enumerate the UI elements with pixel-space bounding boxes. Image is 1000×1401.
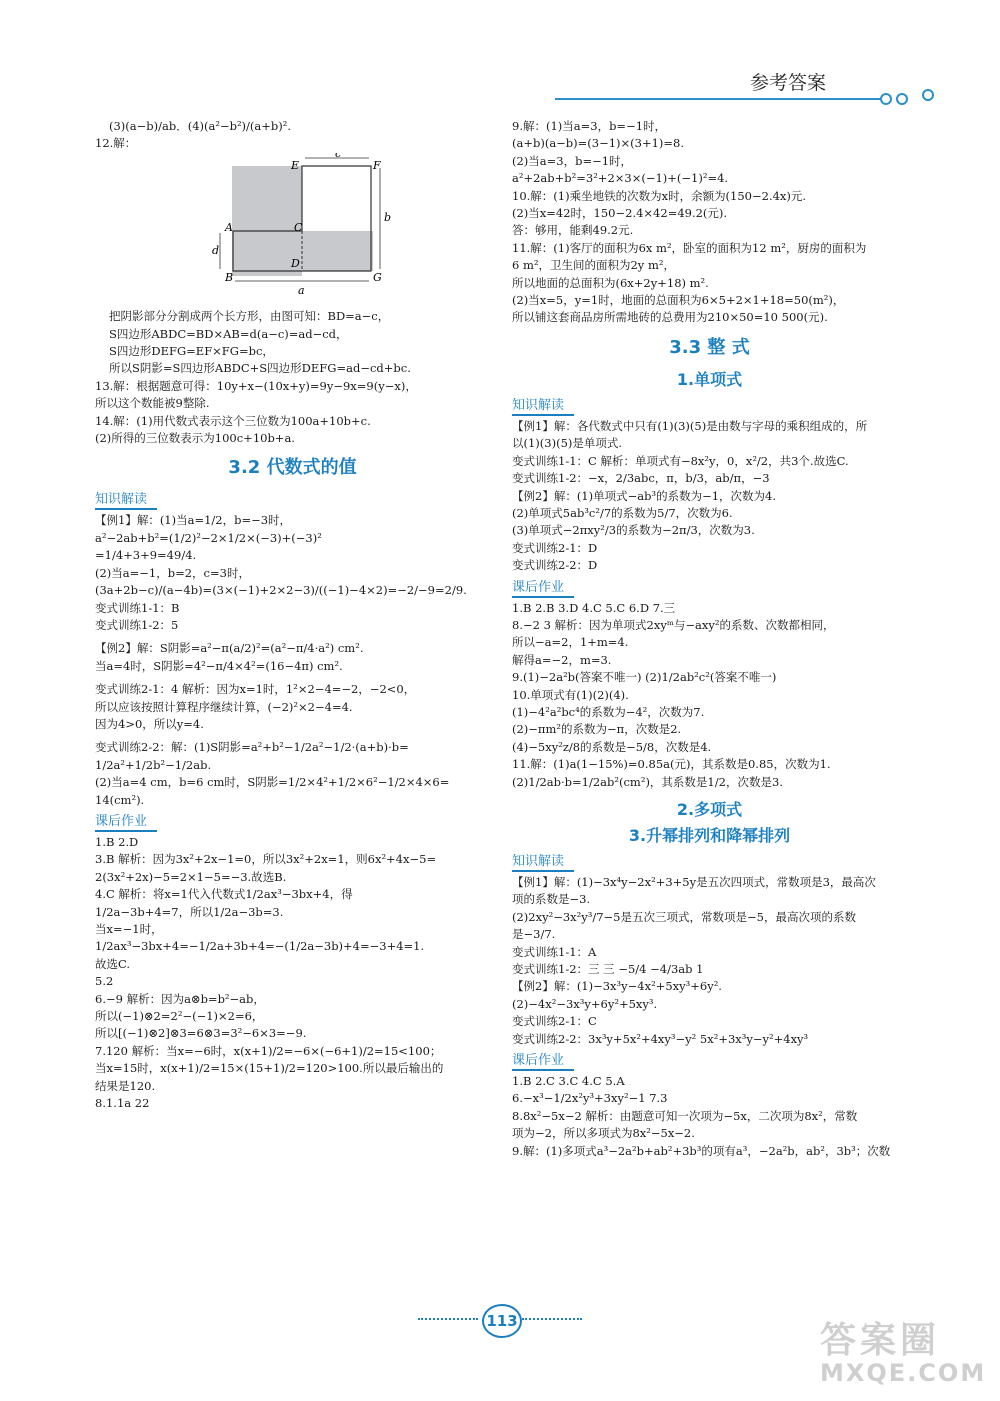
answer-line: (2)2xy²−3x²y³/7−5是五次三项式，常数项是−5，最高次项的系数 xyxy=(512,909,856,924)
answer-line: 故选C. xyxy=(95,956,131,971)
answer-line: 变式训练1-1：C 解析：单项式有−8x²y，0，x²/2，共3个.故选C. xyxy=(512,453,849,468)
answer-line: 所以−a=2，1+m=4. xyxy=(512,635,629,650)
answer-line: 1/2a²+1/2b²−1/2ab. xyxy=(95,757,212,772)
answer-line: 【例2】解：(1)单项式−ab³的系数为−1，次数为4. xyxy=(512,488,776,503)
answer-line: 6.−9 解析：因为a⊗b=b²−ab， xyxy=(95,991,265,1006)
answer-line: 把阴影部分分割成两个长方形，由图可知：BD=a−c， xyxy=(109,309,390,324)
answer-line: (2)当a=−1，b=2，c=3时， xyxy=(95,565,250,580)
watermark-line1: 答案圈 xyxy=(820,1320,941,1361)
answer-line: 变式训练1-1：A xyxy=(512,944,597,959)
answer-line: (2)单项式5ab³c²/7的系数为5/7，次数为6. xyxy=(512,505,733,520)
answer-line: 变式训练2-2：解：(1)S阴影=a²+b²−1/2a²−1/2·(a+b)·b= xyxy=(95,740,409,755)
answer-line: 1.B 2.C 3.C 4.C 5.A xyxy=(512,1074,625,1089)
section-tag: 课后作业 xyxy=(95,813,157,832)
section-tag: 课后作业 xyxy=(512,579,574,598)
answer-line: (3)(a−b)/ab．(4)(a²−b²)/(a+b)². xyxy=(109,119,292,133)
answer-line: (2)所得的三位数表示为100c+10b+a. xyxy=(95,431,295,446)
answer-line: 1/2a−3b+4=7，所以1/2a−3b=3. xyxy=(95,904,284,919)
answer-line: (1)−4²a²bc⁴的系数为−4²，次数为7. xyxy=(512,704,705,719)
answer-line: =1/4+3+9=49/4. xyxy=(95,548,197,563)
answer-line: 答：够用，能剩49.2元. xyxy=(512,223,634,238)
answer-line: 变式训练1-2：三 三 −5/4 −4/3ab 1 xyxy=(512,962,704,977)
answer-line: 14.解：(1)用代数式表示这个三位数为100a+10b+c. xyxy=(95,413,371,428)
answer-line: 结果是120. xyxy=(95,1078,156,1093)
section-tag: 课后作业 xyxy=(512,1052,574,1071)
answer-line: 解得a=−2，m=3. xyxy=(512,652,612,667)
answer-line: 是−3/7. xyxy=(512,927,556,942)
answer-line: 8.8x²−5x−2 解析：由题意可知一次项为−5x，二次项为8x²，常数 xyxy=(512,1108,858,1123)
answer-line: (2)当a=4 cm，b=6 cm时，S阴影=1/2×4²+1/2×6²−1/2×4×6= xyxy=(95,775,450,790)
answer-line: (2)−4x²−3x³y+6y²+5xy³. xyxy=(512,996,658,1011)
answer-line: (3a+2b−c)/(a−4b)=(3×(−1)+2×2−3)/((−1)−4×2)=−2/−9=2/9. xyxy=(95,583,467,598)
answer-line: 5.2 xyxy=(95,974,114,989)
answer-line: 变式训练1-2：5 xyxy=(95,617,179,632)
answer-line: 9.解：(1)当a=3，b=−1时， xyxy=(512,119,667,133)
answer-line: (2)当a=3，b=−1时， xyxy=(512,153,633,168)
section-tag: 知识解读 xyxy=(95,491,157,510)
answer-line: 7.120 解析：当x=−6时，x(x+1)/2=−6×(−6+1)/2=15<100； xyxy=(95,1043,442,1058)
answer-line: 所以应该按照计算程序继续计算，(−2)²×2−4=4. xyxy=(95,699,353,714)
answer-line: 变式训练2-2：D xyxy=(512,558,598,573)
answer-line: 当a=4时，S阴影=4²−π/4×4²=(16−4π) cm². xyxy=(95,658,343,673)
answer-line: 变式训练2-1：D xyxy=(512,540,598,555)
answer-line: 变式训练2-1：4 解析：因为x=1时，1²×2−4=−2，−2<0， xyxy=(95,682,416,697)
answer-line: 1.B 2.B 3.D 4.C 5.C 6.D 7.三 xyxy=(512,600,676,615)
answer-line: 9.(1)−2a²b(答案不唯一) (2)1/2ab²c²(答案不唯一) xyxy=(512,670,777,685)
label-c: C xyxy=(294,220,303,234)
label-d-point: D xyxy=(291,256,300,270)
answer-line: (4)−5xy²z/8的系数是−5/8，次数是4. xyxy=(512,739,712,754)
watermark xyxy=(820,1312,986,1387)
label-a-len: a xyxy=(298,283,305,297)
geometry-figure xyxy=(95,153,490,303)
answer-line: 6 m²，卫生间的面积为2y m²， xyxy=(512,258,675,273)
answer-line: 项的系数是−3. xyxy=(512,892,591,907)
answer-line: 所以[(−1)⊗2]⊗3=6⊗3=3²−6×3=−9. xyxy=(95,1026,307,1041)
label-g: G xyxy=(373,270,382,284)
answer-line: (2)当x=5，y=1时，地面的总面积为6×5+2×1+18=50(m²)， xyxy=(512,293,845,308)
answer-line: 1.B 2.D xyxy=(95,834,139,849)
answer-line: a²−2ab+b²=(1/2)²−2×1/2×(−3)+(−3)² xyxy=(95,530,322,545)
label-f: F xyxy=(373,158,381,172)
answer-line: S四边形ABDC=BD×AB=d(a−c)=ad−cd， xyxy=(109,326,348,341)
footer-dots-right xyxy=(522,1318,582,1320)
subsection-title: 1.单项式 xyxy=(676,369,743,389)
section-tag: 知识解读 xyxy=(512,397,574,416)
answer-line: 变式训练1-2：−x，2/3abc，π，b/3，ab/π，−3 xyxy=(512,471,770,486)
answer-line: (2)−πm²的系数为−π，次数是2. xyxy=(512,722,682,737)
section-title: 3.3 整 式 xyxy=(669,336,750,358)
label-c-len: c xyxy=(335,152,342,160)
answer-line: 所以地面的总面积为(6x+2y+18) m². xyxy=(512,275,709,290)
header-circle-decoration xyxy=(922,89,934,101)
answer-line: 【例2】解：S阴影=a²−π(a/2)²=(a²−π/4·a²) cm². xyxy=(95,641,364,656)
subsection-title: 2.多项式 xyxy=(676,800,743,819)
answer-line: 【例1】解：(1)−3x⁴y−2x²+3+5y是五次四项式，常数项是3，最高次 xyxy=(512,875,876,889)
watermark-line2: MXQE.COM xyxy=(820,1359,987,1387)
answer-line: a²+2ab+b²=3²+2×3×(−1)+(−1)²=4. xyxy=(512,171,729,186)
answer-line: 4.C 解析：将x=1代入代数式1/2ax³−3bx+4，得 xyxy=(95,887,353,902)
answer-line: (2)当x=42时，150−2.4×42=49.2(元). xyxy=(512,206,728,221)
answer-line: 因为4>0，所以y=4. xyxy=(95,716,204,731)
answer-line: 9.解：(1)多项式a³−2a²b+ab²+3b³的项有a³，−2a²b，ab²，3b³；次数 xyxy=(512,1143,891,1158)
answer-line: 14(cm²). xyxy=(95,792,145,807)
answer-line: (a+b)(a−b)=(3−1)×(3+1)=8. xyxy=(512,136,685,151)
answer-line: 项为−2，所以多项式为8x²−5x−2. xyxy=(512,1126,695,1141)
subsection-title: 3.升幂排列和降幂排列 xyxy=(628,826,791,845)
answer-line: 8.−2 3 解析：因为单项式2xyᵐ与−axy²的系数、次数都相同， xyxy=(512,617,835,632)
answer-line: 2(3x²+2x)−5=2×1−5=−3.故选B. xyxy=(95,869,287,884)
answer-line: 6.−x³−1/2x²y³+3xy²−1 7.3 xyxy=(512,1091,668,1106)
header-rule xyxy=(555,98,885,100)
answer-line: 所以S阴影=S四边形ABDC+S四边形DEFG=ad−cd+bc. xyxy=(109,361,411,376)
answer-line: 【例1】解：(1)当a=1/2，b=−3时， xyxy=(95,513,292,528)
answer-line: 3.B 解析：因为3x²+2x−1=0，所以3x²+2x=1，则6x²+4x−5= xyxy=(95,852,437,867)
answer-line: 10.解：(1)乘坐地铁的次数为x时，余额为(150−2.4x)元. xyxy=(512,188,807,203)
label-b-point: B xyxy=(225,270,234,284)
label-d-len: d xyxy=(212,243,220,257)
answer-line: 当x=−1时， xyxy=(95,922,163,936)
answer-line: S四边形DEFG=EF×FG=bc， xyxy=(109,344,274,359)
answer-line: 13.解：根据题意可得：10y+x−(10x+y)=9y−9x=9(y−x)， xyxy=(95,378,417,393)
left-column xyxy=(95,118,490,1112)
header-title: 参考答案 xyxy=(750,72,827,94)
page-number: 113 xyxy=(482,1304,522,1338)
answer-line: 11.解：(1)a(1−15%)=0.85a(元)，其系数是0.85，次数为1. xyxy=(512,757,831,772)
answer-line: 【例1】解：各代数式中只有(1)(3)(5)是由数与字母的乘积组成的，所 xyxy=(512,418,868,433)
section-tag: 知识解读 xyxy=(512,853,574,872)
answer-line: 所以(−1)⊗2=2²−(−1)×2=6， xyxy=(95,1009,264,1024)
label-a-point: A xyxy=(225,220,233,234)
answer-line: 变式训练1-1：B xyxy=(95,600,180,615)
answer-line: (2)1/2ab·b=1/2ab²(cm²)，其系数是1/2，次数是3. xyxy=(512,774,783,789)
answer-line: 12.解： xyxy=(95,136,137,151)
answer-line: 所以这个数能被9整除. xyxy=(95,396,210,411)
answer-line: 10.单项式有(1)(2)(4). xyxy=(512,687,629,702)
header-circle-decoration xyxy=(896,93,908,105)
section-title: 3.2 代数式的值 xyxy=(228,457,357,479)
header-circle-decoration xyxy=(880,93,892,105)
answer-line: 变式训练2-2：3x³y+5x²+4xy³−y² 5x²+3x³y−y²+4xy³ xyxy=(512,1031,809,1046)
answer-line: 以(1)(3)(5)是单项式. xyxy=(512,436,623,451)
answer-line: 变式训练2-1：C xyxy=(512,1014,597,1029)
answer-line: 当x=15时，x(x+1)/2=15×(15+1)/2=120>100.所以最后输出的 xyxy=(95,1061,444,1076)
answer-line: (3)单项式−2πxy²/3的系数为−2π/3，次数为3. xyxy=(512,523,755,538)
answer-line: 11.解：(1)客厅的面积为6x m²，卧室的面积为12 m²，厨房的面积为 xyxy=(512,240,867,255)
shaded-rect-abdc xyxy=(233,231,373,271)
answer-line: 【例2】解：(1)−3x³y−4x²+5xy³+6y². xyxy=(512,979,722,994)
right-column xyxy=(512,118,907,1160)
answer-line: 所以铺这套商品房所需地砖的总费用为210×50=10 500(元). xyxy=(512,310,828,325)
label-b-len: b xyxy=(384,210,392,224)
footer-dots-left xyxy=(418,1318,478,1320)
label-e: E xyxy=(291,158,300,172)
answer-line: 8.1.1a 22 xyxy=(95,1096,150,1111)
answer-line: 1/2ax³−3bx+4=−1/2a+3b+4=−(1/2a−3b)+4=−3+4=1. xyxy=(95,939,425,954)
